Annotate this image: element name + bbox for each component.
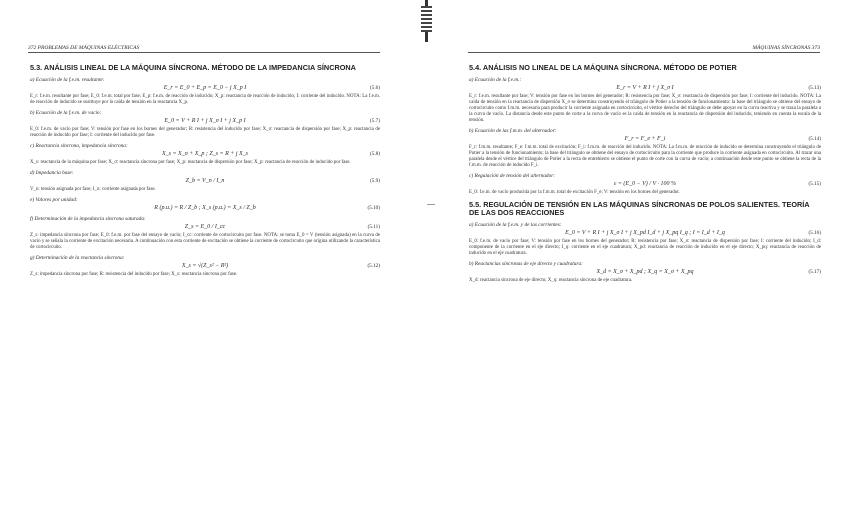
equation-text: R (p.u.) = R / Z_b ; X_s (p.u.) = X_s / Z_b: [154, 204, 256, 211]
subsection-heading: b) Reactancias síncronas de eje directo y cuadratura:: [469, 260, 583, 267]
equation-text: ε = (E_0 − V) / V · 100 %: [613, 180, 676, 187]
equation-description: E_r: f.e.m. resultante por fase; V: tensión por fase en los bornes del generador; R: resistencia por fase; X_σ: reactancia de dispersión por fase; I: corriente del inducido. NOTA: La caída de tensión en la reactancia de dispersión X_σ se determina construyendo el triángulo de Potier a la tensión de funcionamiento: la base del triángulo se obtiene del ensayo de cortocircuito como f.m.m. necesaria para producir la corriente asignada en cortocircuito, el vértice derecho del triángulo se debe apoyar en la curva reactiva y se traza la paralela a la curva de vacío. La distancia desde este punto de corte a la curva de vacío es la caída de tensión en la reactancia de dispersión del inducido, teniendo en cuenta la escala de la tensión.: [469, 93, 821, 123]
equation: [469, 85, 821, 92]
equation-description: Z_s: impedancia síncrona por fase; E_0: f.e.m. por fase del ensayo de vacío; I_cc: corriente de cortocircuito por fase. NOTA: se toma E_0 = V (tensión asignada) en la curva de vacío y se señala la corriente de excitación necesaria. A continuación con esta corriente de excitación se obtiene la corriente de cortocircuito que origina utilizando la característica de cortocircuito.: [30, 232, 380, 250]
equation: [30, 178, 380, 185]
equation-text: X_s = √(Z_s² − R²): [181, 262, 229, 269]
equation-number: (5.16): [808, 229, 821, 236]
equation-text: Z_b = V_n / I_n: [185, 177, 225, 184]
subsection-heading: c) Reactancia síncrona, impedancia síncrona:: [30, 142, 128, 149]
equation-text: E_0 = V + R I + j X_σ I + j X_pd I_d + j X_pq I_q ; I = I_d + I_q: [565, 229, 725, 236]
subsection-heading: f) Determinación de la impedancia síncrona saturada:: [30, 215, 146, 222]
formula-list: [30, 77, 380, 278]
equation-text: E_r = V + R I + j X_σ I: [616, 84, 674, 91]
subsection-heading: e) Valores por unidad:: [30, 196, 78, 203]
equation-text: X_s = X_σ + X_p ; Z_s = R + j X_s: [162, 150, 248, 157]
equation: [30, 151, 380, 158]
equation-number: (5.15): [808, 180, 821, 187]
equation-description: V_n: tensión asignada por fase; I_n: corriente asignada por fase.: [30, 186, 156, 192]
equation-description: E_0: f.e.m. de vacío producida por la f.m.m. total de excitación F_e; V: tensión en los bornes del generador.: [469, 189, 680, 195]
equation: [30, 224, 380, 231]
subsection-heading: b) Ecuación de las f.m.m. del alternador:: [469, 127, 557, 134]
equation: [30, 263, 380, 270]
subsection-heading: g) Determinación de la reactancia síncrona:: [30, 254, 125, 261]
equation: [30, 85, 380, 92]
equation: [30, 205, 380, 212]
equation-number: (5.13): [808, 84, 821, 91]
equation-description: X_d: reactancia síncrona de eje directo; X_q: reactancia síncrona de eje cuadratura.: [469, 277, 633, 283]
equation-text: Z_s = E_0 / I_cc: [184, 223, 226, 230]
section-title: 5.3. ANÁLISIS LINEAL DE LA MÁQUINA SÍNCRONA. MÉTODO DE LA IMPEDANCIA SÍNCRONA: [30, 63, 356, 72]
equation-description: E_0: f.e.m. de vacío por fase; V: tensión por fase en los bornes del generador; R: resistencia por fase; X_σ: reactancia de dispersión por fase; I: corriente del inducido; I_d: componente de la corriente en el eje directo; I_q: corriente en el eje cuadratura; X_pd: reactancia de reacción de inducido en el eje directo; X_pq: reactancia de reacción de inducido en el eje cuadratura.: [469, 238, 821, 256]
equation-number: (5.6): [370, 84, 380, 91]
equation-description: X_s: reactancia de la máquina por fase; X_σ: reactancia síncrona por fase; X_p: reactancia de dispersión por fase; X_p: reactancia de reacción de inducido por fase.: [30, 159, 351, 165]
equation-number: (5.9): [370, 177, 380, 184]
left-page: [0, 0, 405, 516]
subsection-heading: a) Ecuación de la f.e.m.:: [469, 76, 522, 83]
equation: [469, 181, 821, 188]
equation-description: E_r: f.e.m. resultante por fase; E_0: f.e.m. total por fase; E_p: f.e.m. de reacción de inducido; X_p: reactancia de reacción de inducido; I: corriente del inducido. NOTA: La f.e.m. de reacción de inducido se sustituye por la caída de tensión en la reactancia X_p.: [30, 93, 380, 105]
equation-text: E_r = E_0 + E_p = E_0 − j X_p I: [163, 84, 247, 91]
equation-description: Z_s: impedancia síncrona por fase; R: resistencia del inducido por fase; X_s: reactancia síncrona por fase.: [30, 271, 238, 277]
equation-number: (5.17): [808, 268, 821, 275]
equation: [469, 230, 821, 237]
equation-text: X_d = X_σ + X_pd ; X_q = X_σ + X_pq: [596, 268, 694, 275]
subsection-heading: a) Ecuación de la f.e.m. resultante:: [30, 76, 105, 83]
equation-text: F_r = F_e + F_i: [624, 135, 666, 142]
equation-number: (5.12): [367, 262, 380, 269]
margin-mark: [427, 204, 435, 205]
subsection-heading: d) Impedancia base:: [30, 169, 74, 176]
section-title: 5.5. REGULACIÓN DE TENSIÓN EN LAS MÁQUINAS SÍNCRONAS DE POLOS SALIENTES. TEORÍA DE LAS DOS REACCIONES: [469, 199, 810, 218]
equation-number: (5.7): [370, 117, 380, 124]
equation-number: (5.8): [370, 150, 380, 157]
equation-description: E_0: f.e.m. de vacío por fase; V: tensión por fase en los bornes del generador; R: resistencia del inducido por fase; X_σ: reactancia de dispersión por fase; X_p: reactancia de reacción de inducido por fase; I: corriente del inducido por fase.: [30, 126, 380, 138]
subsection-heading: c) Regulación de tensión del alternador:: [469, 172, 556, 179]
formula-list: [469, 222, 821, 284]
equation: [469, 269, 821, 276]
right-page: [448, 0, 848, 516]
section-title: 5.4. ANÁLISIS NO LINEAL DE LA MÁQUINA SÍNCRONA. MÉTODO DE POTIER: [469, 63, 737, 72]
equation-number: (5.14): [808, 135, 821, 142]
right-running-head: MÁQUINAS SÍNCRONAS 373: [468, 45, 820, 53]
equation-number: (5.11): [367, 223, 380, 230]
left-running-head: 372 PROBLEMAS DE MÁQUINAS ELÉCTRICAS: [28, 45, 380, 53]
page-gutter: [405, 0, 448, 516]
left-page-content: [30, 64, 380, 280]
subsection-heading: b) Ecuación de la f.e.m. de vacío:: [30, 109, 102, 116]
equation: [30, 118, 380, 125]
equation-description: F_r: f.m.m. resultante; F_e: f.m.m. total de excitación; F_i: f.m.m. de reacción del inducido. NOTA: La f.m.m. de reacción de inducido se determina construyendo el triángulo de Potier a la tensión de funcionamiento; la base del triángulo se obtiene del ensayo de cortocircuito para la corriente que produce la corriente asignada en cortocircuito. Al trazar una paralela desde el vértice del triángulo de Potier a la recta de entrehierro se obtiene el punto de corte con la curva de vacío; a continuación desde este punto se obtiene la recta de la f.m.m. de reacción de inducido F_i.: [469, 144, 821, 168]
formula-list: [469, 77, 821, 196]
equation-text: E_0 = V + R I + j X_σ I + j X_p I: [164, 117, 246, 124]
equation: [469, 136, 821, 143]
right-page-content: [469, 64, 821, 286]
equation-number: (5.10): [367, 204, 380, 211]
binding-texture: [421, 6, 432, 32]
subsection-heading: a) Ecuación de la f.e.m. y de las corrientes:: [469, 221, 562, 228]
